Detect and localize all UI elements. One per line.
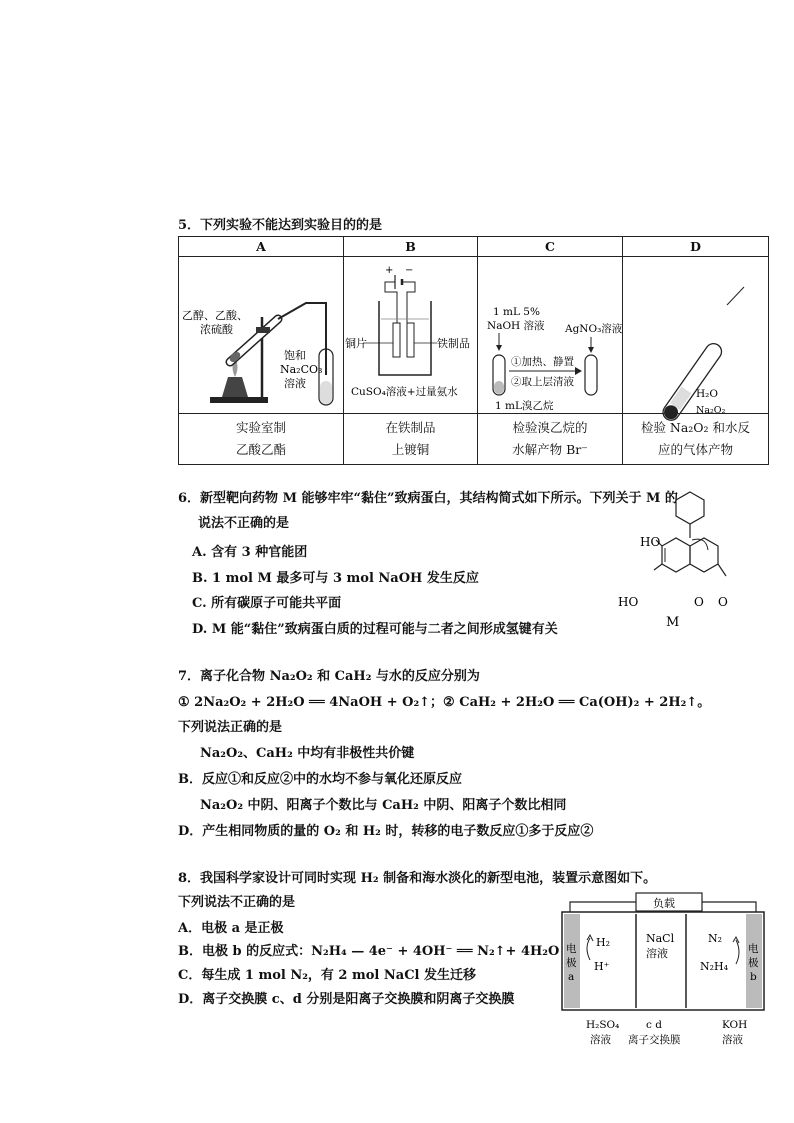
membrane-letters: c d	[646, 1019, 662, 1031]
q7-option-c: Na₂O₂ 中阴、阳离子个数比与 CaH₂ 中阴、阳离子个数比相同	[200, 798, 567, 813]
fig-b-cell	[344, 257, 478, 414]
membrane-label: 离子交换膜	[628, 1034, 681, 1046]
stand-base	[210, 397, 268, 403]
label-agno3: AgNO₃溶液	[564, 323, 622, 335]
iron-object	[407, 323, 414, 357]
right-solution-label: KOH	[722, 1019, 748, 1031]
molecule-m-structure	[610, 478, 750, 628]
test-tube-2	[585, 355, 597, 395]
beaker	[379, 301, 431, 375]
copper-plate	[393, 323, 400, 357]
load-label: 负载	[653, 897, 675, 910]
header-b: B	[344, 237, 478, 257]
label-reagents-2: 浓硫酸	[199, 323, 233, 336]
battery-plus: +	[384, 265, 393, 276]
battery-cell-diagram	[556, 890, 770, 1052]
q7-equations: ① 2Na₂O₂ + 2H₂O ══ 4NaOH + O₂↑；② CaH₂ + 2H₂O ══ Ca(OH)₂ + 2H₂↑。	[178, 695, 711, 710]
lactone-ring	[690, 538, 718, 572]
left-solution-label-2: 溶液	[590, 1034, 611, 1046]
ring-o-label: O	[694, 595, 704, 609]
q5-stem: 5．下列实验不能达到实验目的的是	[178, 218, 383, 233]
q7-stem: 7．离子化合物 Na₂O₂ 和 CaH₂ 与水的反应分别为	[178, 669, 480, 684]
label-water: H₂O	[695, 388, 718, 400]
caption-a: 实验室制 乙酸乙酯	[179, 414, 344, 465]
label-step-take: ②取上层清液	[510, 376, 574, 388]
q6-stem-line-1: 6．新型靶向药物 M 能够牢牢“黏住”致病蛋白，其结构简式如下所示。下列关于 M 的	[178, 491, 678, 506]
cell-body	[562, 912, 764, 1010]
na2o2-test-figure	[624, 257, 768, 416]
label-na2co3: Na₂CO₃	[279, 363, 322, 376]
q8-option-d: D．离子交换膜 c、d 分别是阳离子交换膜和阴离子交换膜	[178, 992, 515, 1007]
right-solution-label-2: 溶液	[722, 1034, 743, 1046]
q6-option-a: A. 含有 3 种官能团	[192, 545, 308, 560]
q6-option-d: D. M 能“黏住”致病蛋白质的过程可能与二者之间形成氢键有关	[192, 622, 558, 637]
q7-option-a: Na₂O₂、CaH₂ 中均有非极性共价键	[200, 746, 415, 761]
label-saturated: 饱和	[283, 349, 306, 362]
q7-option-d: D．产生相同物质的量的 O₂ 和 H₂ 时，转移的电子数反应①多于反应②	[178, 824, 594, 839]
caption-b: 在铁制品 上镀铜	[344, 414, 478, 465]
ester-apparatus-figure	[180, 257, 343, 410]
label-na2o2: Na₂O₂	[695, 405, 725, 416]
header-d: D	[623, 237, 769, 257]
label-naoh-1: 1 mL 5%	[492, 306, 540, 318]
fig-a-cell	[179, 257, 344, 414]
hydrolysis-figure	[479, 257, 622, 410]
q8-option-c: C．每生成 1 mol N₂，有 2 mol NaCl 发生迁移	[178, 968, 477, 983]
label-naoh-2: NaOH 溶液	[486, 320, 545, 332]
electrode-a-char-3: a	[568, 971, 575, 983]
label-bromoethane: 1 mL溴乙烷	[494, 400, 553, 412]
hplus-label: H⁺	[594, 960, 610, 973]
header-a: A	[179, 237, 344, 257]
nacl-solution-label: 溶液	[646, 947, 668, 960]
electroplating-figure	[345, 257, 477, 410]
fig-d-cell	[623, 257, 769, 414]
clamp	[256, 327, 270, 333]
label-reagents-1: 乙醇、乙酸、	[181, 309, 248, 322]
n2-label: N₂	[708, 932, 723, 945]
alcohol-burner	[222, 377, 248, 397]
caption-d: 检验 Na₂O₂ 和水反 应的气体产物	[623, 414, 769, 465]
q8-ask: 下列说法不正确的是	[178, 895, 296, 910]
q8-option-b: B．电极 b 的反应式：N₂H₄ — 4e⁻ + 4OH⁻ ══ N₂↑+ 4H₂O	[178, 944, 560, 959]
q6-option-b: B. 1 mol M 最多可与 3 mol NaOH 发生反应	[192, 571, 479, 586]
label-step-heat: ①加热、静置	[510, 356, 574, 368]
q8-stem: 8．我国科学家设计可同时实现 H₂ 制备和海水淡化的新型电池，装置示意图如下。	[178, 871, 657, 886]
carbonyl-o-label: O	[718, 595, 728, 609]
phenyl-ring	[676, 492, 704, 524]
benzene-ring	[662, 538, 690, 572]
oh-top-label: HO	[640, 535, 661, 549]
label-solution: 溶液	[283, 377, 306, 390]
molecule-label: M	[666, 615, 680, 630]
header-c: C	[478, 237, 623, 257]
label-cuso4-solution: CuSO₄溶液+过量氨水	[350, 386, 458, 398]
oh-bottom-label: HO	[618, 595, 639, 609]
q8-option-a: A．电极 a 是正极	[178, 921, 284, 936]
q7-ask: 下列说法正确的是	[178, 720, 283, 735]
label-copper: 铜片	[344, 337, 367, 350]
q6-stem-line-2: 说法不正确的是	[198, 516, 290, 531]
electrode-b-char-3: b	[750, 971, 757, 983]
left-solution-label: H₂SO₄	[586, 1019, 620, 1031]
battery-minus: −	[404, 265, 413, 276]
n2h4-label: N₂H₄	[700, 960, 729, 973]
label-iron: 铁制品	[436, 337, 470, 350]
electrode-a-char-1: 电	[566, 943, 577, 955]
q6-option-c: C. 所有碳原子可能共平面	[192, 596, 342, 611]
electrode-a-char-2: 极	[566, 957, 577, 969]
electrode-b-char-2: 极	[748, 957, 759, 969]
nacl-label: NaCl	[646, 932, 675, 945]
electrode-b-char-1: 电	[748, 943, 759, 955]
fig-c-cell	[478, 257, 623, 414]
q7-option-b: B．反应①和反应②中的水均不参与氧化还原反应	[178, 772, 462, 787]
q5-experiment-table	[178, 236, 769, 465]
h2-label: H₂	[596, 936, 611, 949]
caption-c: 检验溴乙烷的 水解产物 Br⁻	[478, 414, 623, 465]
